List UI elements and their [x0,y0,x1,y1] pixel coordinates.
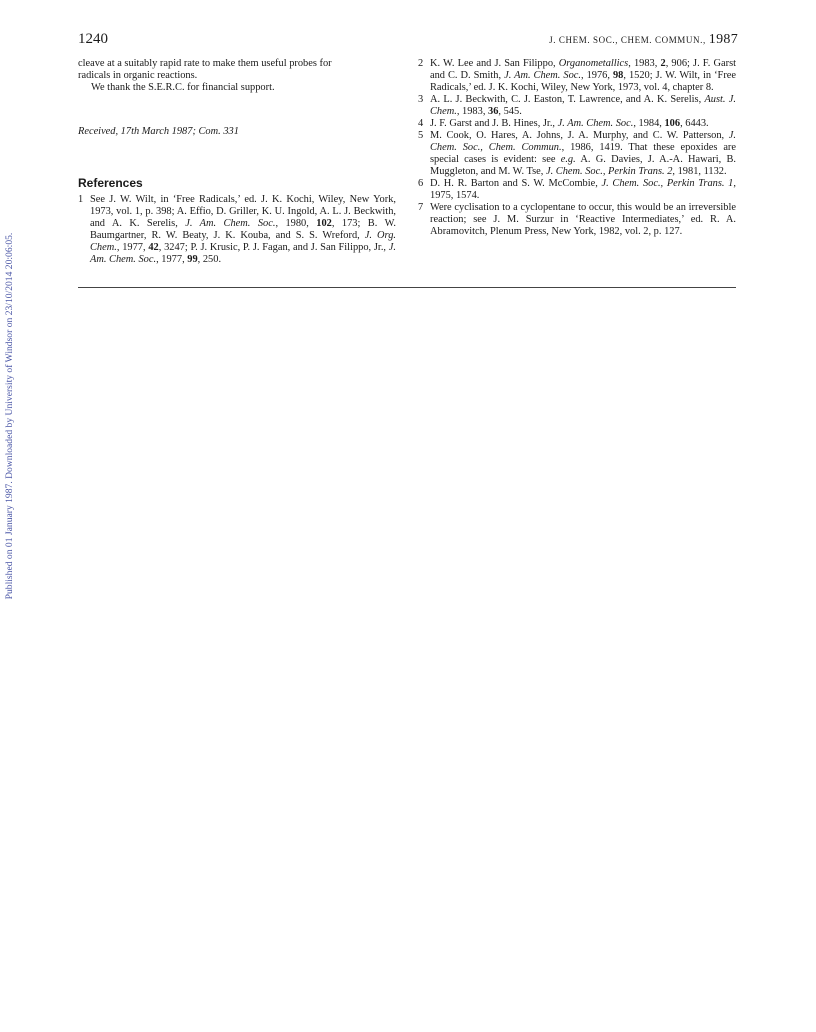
journal-name: J. CHEM. SOC., CHEM. COMMUN., [549,35,706,45]
reference-text: , 1980, [275,218,317,229]
reference-text: J. F. Garst and J. B. Hines, Jr., [430,118,558,129]
reference-text: , 173; B. W. Baumgartner, R. W. Beaty, J. K. Kouba, and S. S. Wreford, [90,218,397,241]
reference-text: , 1976, [581,70,613,81]
journal-title: J. Am. Chem. Soc. [185,218,276,229]
volume-number: 99 [187,254,198,265]
journal-title: J. Am. Chem. Soc. [90,242,396,265]
reference-text: A. L. J. Beckwith, C. J. Easton, T. Lawrence, and A. K. Serelis, [430,94,705,105]
reference-1 [78,194,396,266]
acknowledgement: We thank the S.E.R.C. for financial support. [91,82,275,93]
journal-title: Aust. J. Chem. [430,94,736,117]
reference-text: , 906; J. F. Garst and C. D. Smith, [430,58,736,81]
reference-5 [418,130,736,178]
volume-number: 42 [148,242,159,253]
reference-text: , 250. [197,254,222,265]
reference-7 [418,202,736,238]
reference-6 [418,178,736,202]
reference-number: 6 [418,178,424,189]
reference-text: , 1520; J. W. Wilt, in ‘Free Radicals,’ ed. J. K. Kochi, Wiley, New York, 1973, vol. 4, chapter 8. [430,70,737,93]
left-column [78,58,396,266]
volume-number: 102 [316,218,332,229]
references-heading: References [78,176,143,190]
running-header [549,34,738,46]
page-number: 1240 [78,31,108,47]
reference-text: M. Cook, O. Hares, A. Johns, J. A. Murphy, and C. W. Patterson, [430,130,729,141]
reference-text: , 1977, [156,254,188,265]
right-column [418,58,736,238]
reference-number: 3 [418,94,424,105]
reference-text: , 1981, 1132. [672,166,727,177]
journal-title: J. Am. Chem. Soc. [504,70,581,81]
journal-title: J. Chem. Soc., Chem. Commun. [430,130,736,153]
volume-number: 106 [664,118,681,129]
reference-text: , 3247; P. J. Krusic, P. J. Fagan, and J. San Filippo, Jr., [158,242,389,253]
volume-number: 98 [612,70,624,81]
journal-year: 1987 [708,32,738,47]
reference-text: A. G. Davies, J. A.-A. Hawari, B. Muggleton, and M. W. Tse, [430,154,736,177]
journal-title: J. Am. Chem. Soc. [557,118,634,129]
reference-text: , 545. [498,106,522,117]
reference-text: Were cyclisation to a cyclopentane to occur, this would be an irreversible reaction; see J. M. Surzur in ‘Reactive Intermediates,’ ed. R. A. Abramovitch, Plenum Press, New York, 1982, vol. 2, p. 127. [430,202,736,237]
download-notice-margin [2,210,18,622]
reference-text: , 1975, 1574. [430,178,736,201]
body-text-line-2: radicals in organic reactions. [78,70,198,81]
journal-title: e.g. [560,154,576,165]
reference-3 [418,94,736,118]
journal-title: J. Org. Chem. [90,230,396,253]
journal-title: Organometallics [558,58,629,69]
reference-text: D. H. R. Barton and S. W. McCombie, [430,178,602,189]
reference-text: K. W. Lee and J. San Filippo, [430,58,559,69]
reference-list-right [418,58,736,238]
journal-title: J. Chem. Soc., Perkin Trans. 1 [601,178,734,189]
reference-number: 2 [418,58,424,69]
journal-title: J. Chem. Soc., Perkin Trans. 2 [545,166,673,177]
received-line: Received, 17th March 1987; Com. 331 [78,126,239,137]
volume-number: 36 [488,106,499,117]
body-text-line-1: cleave at a suitably rapid rate to make them useful probes for [78,58,332,69]
reference-text: See J. W. Wilt, in ‘Free Radicals,’ ed. J. K. Kochi, Wiley, New York, 1973, vol. 1, p. 398; A. Effio, D. Griller, K. U. Ingold, A. L. J. Beckwith, and A. K. Serelis, [90,194,396,229]
end-rule [78,287,736,288]
reference-text: , 1983, [456,106,489,117]
reference-number: 7 [418,202,424,213]
reference-text: , 1986, 1419. That these epoxides are special cases is evident: see [430,142,736,165]
reference-4 [418,118,736,130]
reference-text: , 1977, [116,242,149,253]
download-notice-text: Published on 01 January 1987. Downloaded by University of Windsor on 23/10/2014 20:06:05. [4,232,15,600]
reference-list-left [78,194,396,266]
reference-text: , 1983, [628,58,661,69]
reference-number: 5 [418,130,424,141]
volume-number: 2 [660,58,666,69]
reference-number: 1 [78,194,84,205]
reference-number: 4 [418,118,424,129]
reference-2 [418,58,736,94]
reference-text: , 6443. [680,118,709,129]
reference-text: , 1984, [633,118,665,129]
